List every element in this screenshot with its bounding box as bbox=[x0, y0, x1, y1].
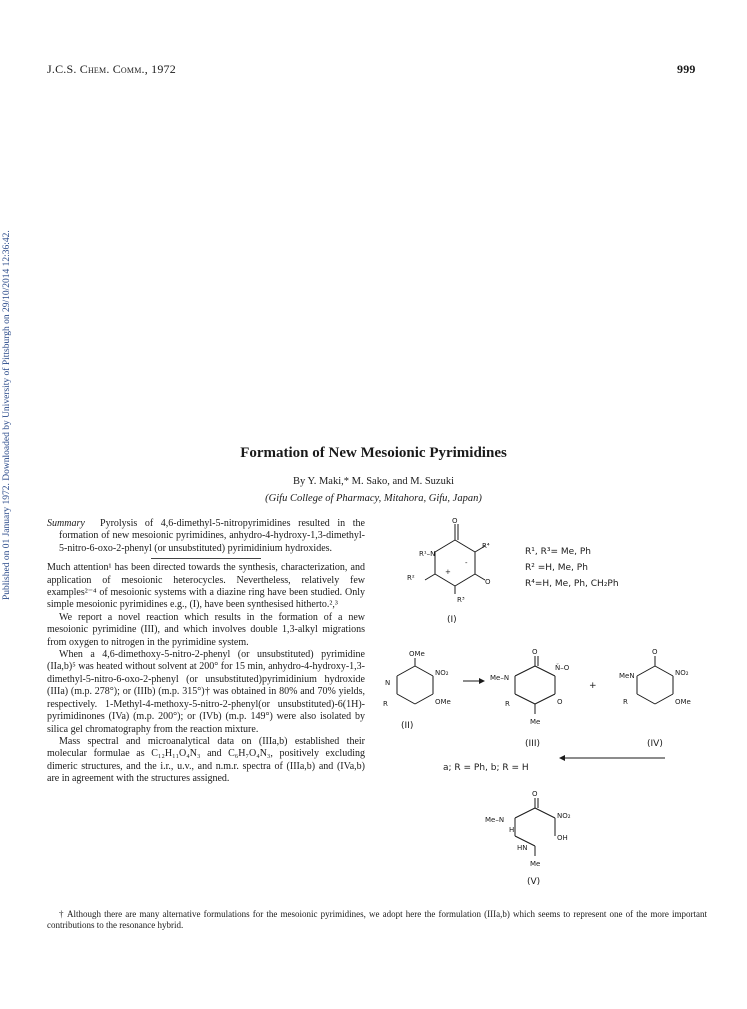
compound-II-label: (II) bbox=[401, 721, 414, 731]
III-R: R bbox=[505, 700, 510, 708]
download-notice[interactable]: Published on 01 January 1972. Downloaded by University of Pittsburgh on 29/10/2014 12:36:42. bbox=[2, 230, 12, 600]
atom-R4: R⁴ bbox=[482, 542, 490, 550]
article-title: Formation of New Mesoionic Pyrimidines bbox=[240, 445, 507, 461]
IV-O: O bbox=[652, 648, 658, 656]
atom-R2: R² bbox=[407, 574, 415, 582]
II-OMe-top: OMe bbox=[409, 650, 425, 658]
paragraph-3: When a 4,6-dimethoxy-5-nitro-2-phenyl (or unsubstituted) pyrimidine (IIa,b)⁵ was heated without solvent at 200° for 15 min, anhydro-4-hydroxy-1,3-dimethyl-5-nitro-6-oxo-2-phenyl (or unsubstituted)pyrimidinium hydroxide (IIIa) (m.p. 278°); or (IIIb) (m.p. 315°)† was obtained in 80% and 70% yields, respectively. 1-Methyl-4-methoxy-5-nitro-2-phenyl(or unsubstituted)-6(1H)-pyrimidinones (IVa) (m.p. 200°); or (IVb) (m.p. 149°) were also isolated by silica gel chromatography from the reaction mixture. bbox=[47, 649, 365, 735]
V-MeN: Me–N bbox=[485, 816, 505, 824]
plus-sign: + bbox=[589, 681, 597, 691]
substituents-3: R⁴=H, Me, Ph, CH₂Ph bbox=[525, 579, 619, 589]
IV-MeN: MeN bbox=[619, 672, 635, 680]
atom-R3: R³ bbox=[457, 596, 465, 604]
charge-plus: + bbox=[445, 568, 451, 576]
III-O2: O bbox=[557, 698, 563, 706]
ab-key: a; R = Ph, b; R = H bbox=[443, 763, 529, 773]
journal-header: J.C.S. Chem. Comm., 1972 bbox=[47, 62, 176, 76]
paragraph-1: Much attention¹ has been directed towards the synthesis, characterization, and application of mesoionic heterocycles. Nevertheless, relatively few examples²⁻⁴ of mesoionic systems with a diazine ring have been studied. Only simple mesoionic pyrimidines e.g., (I), have been synthesised hitherto.²,³ bbox=[47, 562, 365, 611]
conversion-arrowhead bbox=[559, 755, 565, 761]
V-HN: HN bbox=[517, 844, 528, 852]
paragraph-4: Mass spectral and microanalytical data on (IIIa,b) established their molecular formulae as C₁₂H₁₁O₄N₃ and C₆H₇O₄N₃, positively excluding dimeric structures, and the i.r., u.v., and n.m.r. spectra of (IIIa,b) and (IVa,b) are in agreement with the structures assigned. bbox=[47, 735, 365, 785]
authors: By Y. Maki,* M. Sako, and M. Suzuki bbox=[292, 476, 454, 487]
II-R: R bbox=[383, 700, 388, 708]
IV-OMe: OMe bbox=[675, 698, 691, 706]
compound-I-label: (I) bbox=[447, 615, 457, 625]
II-N-left: N bbox=[385, 679, 391, 687]
reaction-arrowhead bbox=[479, 678, 485, 684]
page-number: 999 bbox=[677, 62, 696, 76]
affiliation: (Gifu College of Pharmacy, Mitahora, Gifu, Japan) bbox=[265, 493, 482, 504]
compound-I-structure bbox=[425, 524, 485, 594]
compound-IV-label: (IV) bbox=[647, 739, 663, 749]
compound-V-label: (V) bbox=[527, 877, 541, 887]
atom-R1N: R¹–N bbox=[419, 550, 436, 558]
V-O: O bbox=[532, 790, 538, 798]
IV-R: R bbox=[623, 698, 628, 706]
compound-II-structure bbox=[397, 658, 433, 704]
compound-IV-structure bbox=[637, 656, 673, 704]
III-MeN: Me–N bbox=[490, 674, 510, 682]
charge-minus: - bbox=[465, 559, 468, 567]
V-NO2: NO₂ bbox=[557, 812, 571, 820]
footnote: † Although there are many alternative formulations for the mesoionic pyrimidines, we adopt here the formulation (IIIa,b) which seems to represent one of the more important contributions to the resonance hybrid. bbox=[47, 909, 707, 930]
atom-O: O bbox=[452, 518, 458, 525]
paragraph-2: We report a novel reaction which results in the formation of a new mesoionic pyrimidine (III), and which involves double 1,3-alkyl migrations from oxygen to nitrogen in the pyrimidine system. bbox=[47, 611, 365, 648]
summary-label: Summary bbox=[47, 518, 85, 529]
V-Me: Me bbox=[530, 860, 541, 868]
divider bbox=[151, 558, 261, 559]
atom-O2: O bbox=[485, 578, 491, 586]
compound-III-label: (III) bbox=[525, 739, 540, 749]
substituents-1: R¹, R³= Me, Ph bbox=[525, 547, 592, 557]
IV-NO2: NO₂ bbox=[675, 669, 689, 677]
III-O: O bbox=[532, 648, 538, 656]
V-H: H bbox=[509, 826, 515, 834]
reaction-scheme bbox=[375, 518, 715, 893]
III-Me: Me bbox=[530, 718, 541, 726]
V-OH: OH bbox=[557, 834, 568, 842]
II-OMe-bottom: OMe bbox=[435, 698, 451, 706]
summary-text: Pyrolysis of 4,6-dimethyl-5-nitropyrimidines resulted in the formation of new mesoionic pyrimidines, anhydro-4-hydroxy-1,3-dimethyl-5-nitro-6-oxo-2-phenyl (or unsubstituted) pyrimidinium hydroxides. bbox=[59, 518, 365, 554]
compound-III-structure bbox=[515, 656, 555, 714]
summary bbox=[47, 518, 365, 555]
II-NO2: NO₂ bbox=[435, 669, 449, 677]
left-column bbox=[47, 518, 365, 786]
substituents-2: R² =H, Me, Ph bbox=[525, 563, 588, 573]
III-NO: Ň–O bbox=[555, 664, 570, 672]
